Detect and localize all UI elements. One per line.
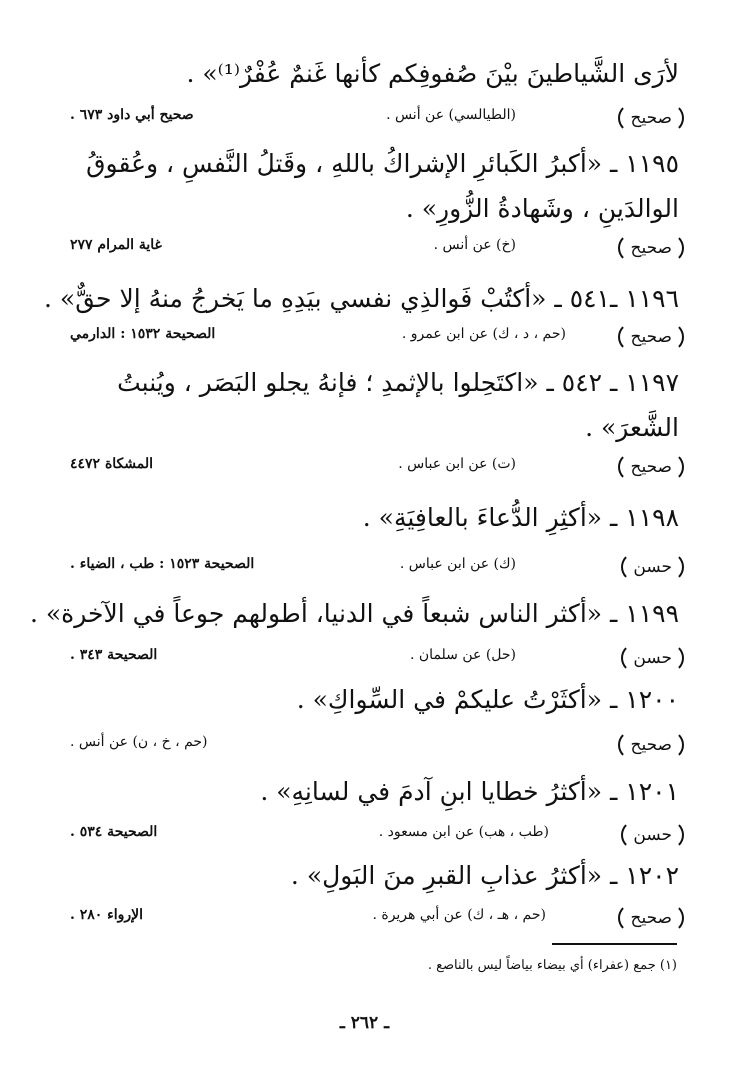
hadith-text-line: ١١٩٩ ـ «أكثر الناس شبعاً في الدنيا، أطولهم جوعاً في الآخرة» . bbox=[29, 599, 679, 628]
reference-text: المشكاة ٤٤٧٢ bbox=[70, 456, 154, 472]
source-line bbox=[70, 903, 684, 935]
hadith-text-line: الوالدَينِ ، وشَهادةُ الزُّورِ» . bbox=[405, 194, 679, 223]
narrator-text: (حم ، د ، ك) عن ابن عمرو . bbox=[401, 326, 566, 342]
reference-text: الإرواء ٢٨٠ . bbox=[70, 907, 144, 923]
page-number: ـ ٢٦٢ ـ bbox=[339, 1013, 390, 1033]
reference-text: الصحيحة ١٥٣٢ : الدارمي bbox=[70, 326, 216, 342]
narrator-text: (خ) عن أنس . bbox=[433, 237, 516, 253]
source-line bbox=[70, 233, 684, 265]
grade-badge: صحيح bbox=[618, 103, 684, 133]
hadith-text-line: لأرَى الشَّياطينَ بيْنَ صُفوفِكم كأنها غَنمٌ عُفْرٌ⁽¹⁾» . bbox=[186, 59, 679, 88]
grade-badge: صحيح bbox=[618, 233, 684, 263]
hadith-text-line: ١١٩٨ ـ «أكثِرِ الدُّعاءَ بالعافِيَةِ» . bbox=[362, 503, 679, 532]
narrator-text: (طب ، هب) عن ابن مسعود . bbox=[378, 824, 549, 840]
hadith-text-line: ١١٩٧ ـ ٥٤٢ ـ «اكتَحِلوا بالإثمدِ ؛ فإنهُ يجلو البَصَر ، ويُنبتُ bbox=[117, 368, 679, 397]
reference-text: الصحيحة ٣٤٣ . bbox=[70, 647, 158, 663]
narrator-text: (ك) عن ابن عباس . bbox=[399, 556, 516, 572]
footnote: (١) جمع (عفراء) أي بيضاء بياضاً ليس بالناصع . bbox=[427, 958, 677, 973]
hadith-text-line: ١٢٠١ ـ «أكثرُ خطايا ابنِ آدمَ في لسانِهِ» . bbox=[260, 777, 679, 806]
grade-badge: حسن bbox=[621, 820, 684, 850]
narrator-text: (الطيالسي) عن أنس . bbox=[386, 107, 516, 123]
reference-text: غاية المرام ٢٧٧ bbox=[70, 237, 162, 253]
source-line bbox=[70, 730, 684, 762]
source-line bbox=[70, 643, 684, 675]
narrator-text: (حل) عن سلمان . bbox=[410, 647, 516, 663]
hadith-text-line: ١١٩٦ ـ٥٤١ ـ «أكتُبْ فَوالذِي نفسي بيَدِهِ ما يَخرجُ منهُ إلا حقٌّ» . bbox=[44, 284, 679, 313]
hadith-text-line: الشَّعرَ» . bbox=[585, 413, 679, 442]
grade-badge: صحيح bbox=[618, 903, 684, 933]
source-line bbox=[70, 322, 684, 354]
source-line bbox=[70, 820, 684, 852]
narrator-text: (ت) عن ابن عباس . bbox=[398, 456, 516, 472]
hadith-text-line: ١٢٠٠ ـ «أكثَرْتُ عليكمْ في السِّواكِ» . bbox=[296, 685, 679, 714]
grade-badge: حسن bbox=[621, 552, 684, 582]
hadith-text-line: ١١٩٥ ـ «أكبرُ الكَبائرِ الإشراكُ باللهِ ، وقَتلُ النَّفسِ ، وعُقوقُ bbox=[86, 149, 679, 178]
grade-badge: صحيح bbox=[618, 322, 684, 352]
source-line bbox=[70, 552, 684, 584]
narrator-text: (حم ، هـ ، ك) عن أبي هريرة . bbox=[372, 907, 546, 923]
footnote-divider bbox=[552, 943, 677, 945]
grade-badge: حسن bbox=[621, 643, 684, 673]
hadith-text-line: ١٢٠٢ ـ «أكثرُ عذابِ القبرِ منَ البَولِ» . bbox=[290, 861, 679, 890]
narrator-text: (حم ، خ ، ن) عن أنس . bbox=[70, 734, 208, 750]
reference-text: صحيح أبي داود ٦٧٣ . bbox=[70, 107, 194, 123]
grade-badge: صحيح bbox=[618, 452, 684, 482]
reference-text: الصحيحة ٥٣٤ . bbox=[70, 824, 158, 840]
source-line bbox=[70, 103, 684, 135]
source-line bbox=[70, 452, 684, 484]
reference-text: الصحيحة ١٥٢٣ : طب ، الضياء . bbox=[70, 556, 255, 572]
grade-badge: صحيح bbox=[618, 730, 684, 760]
